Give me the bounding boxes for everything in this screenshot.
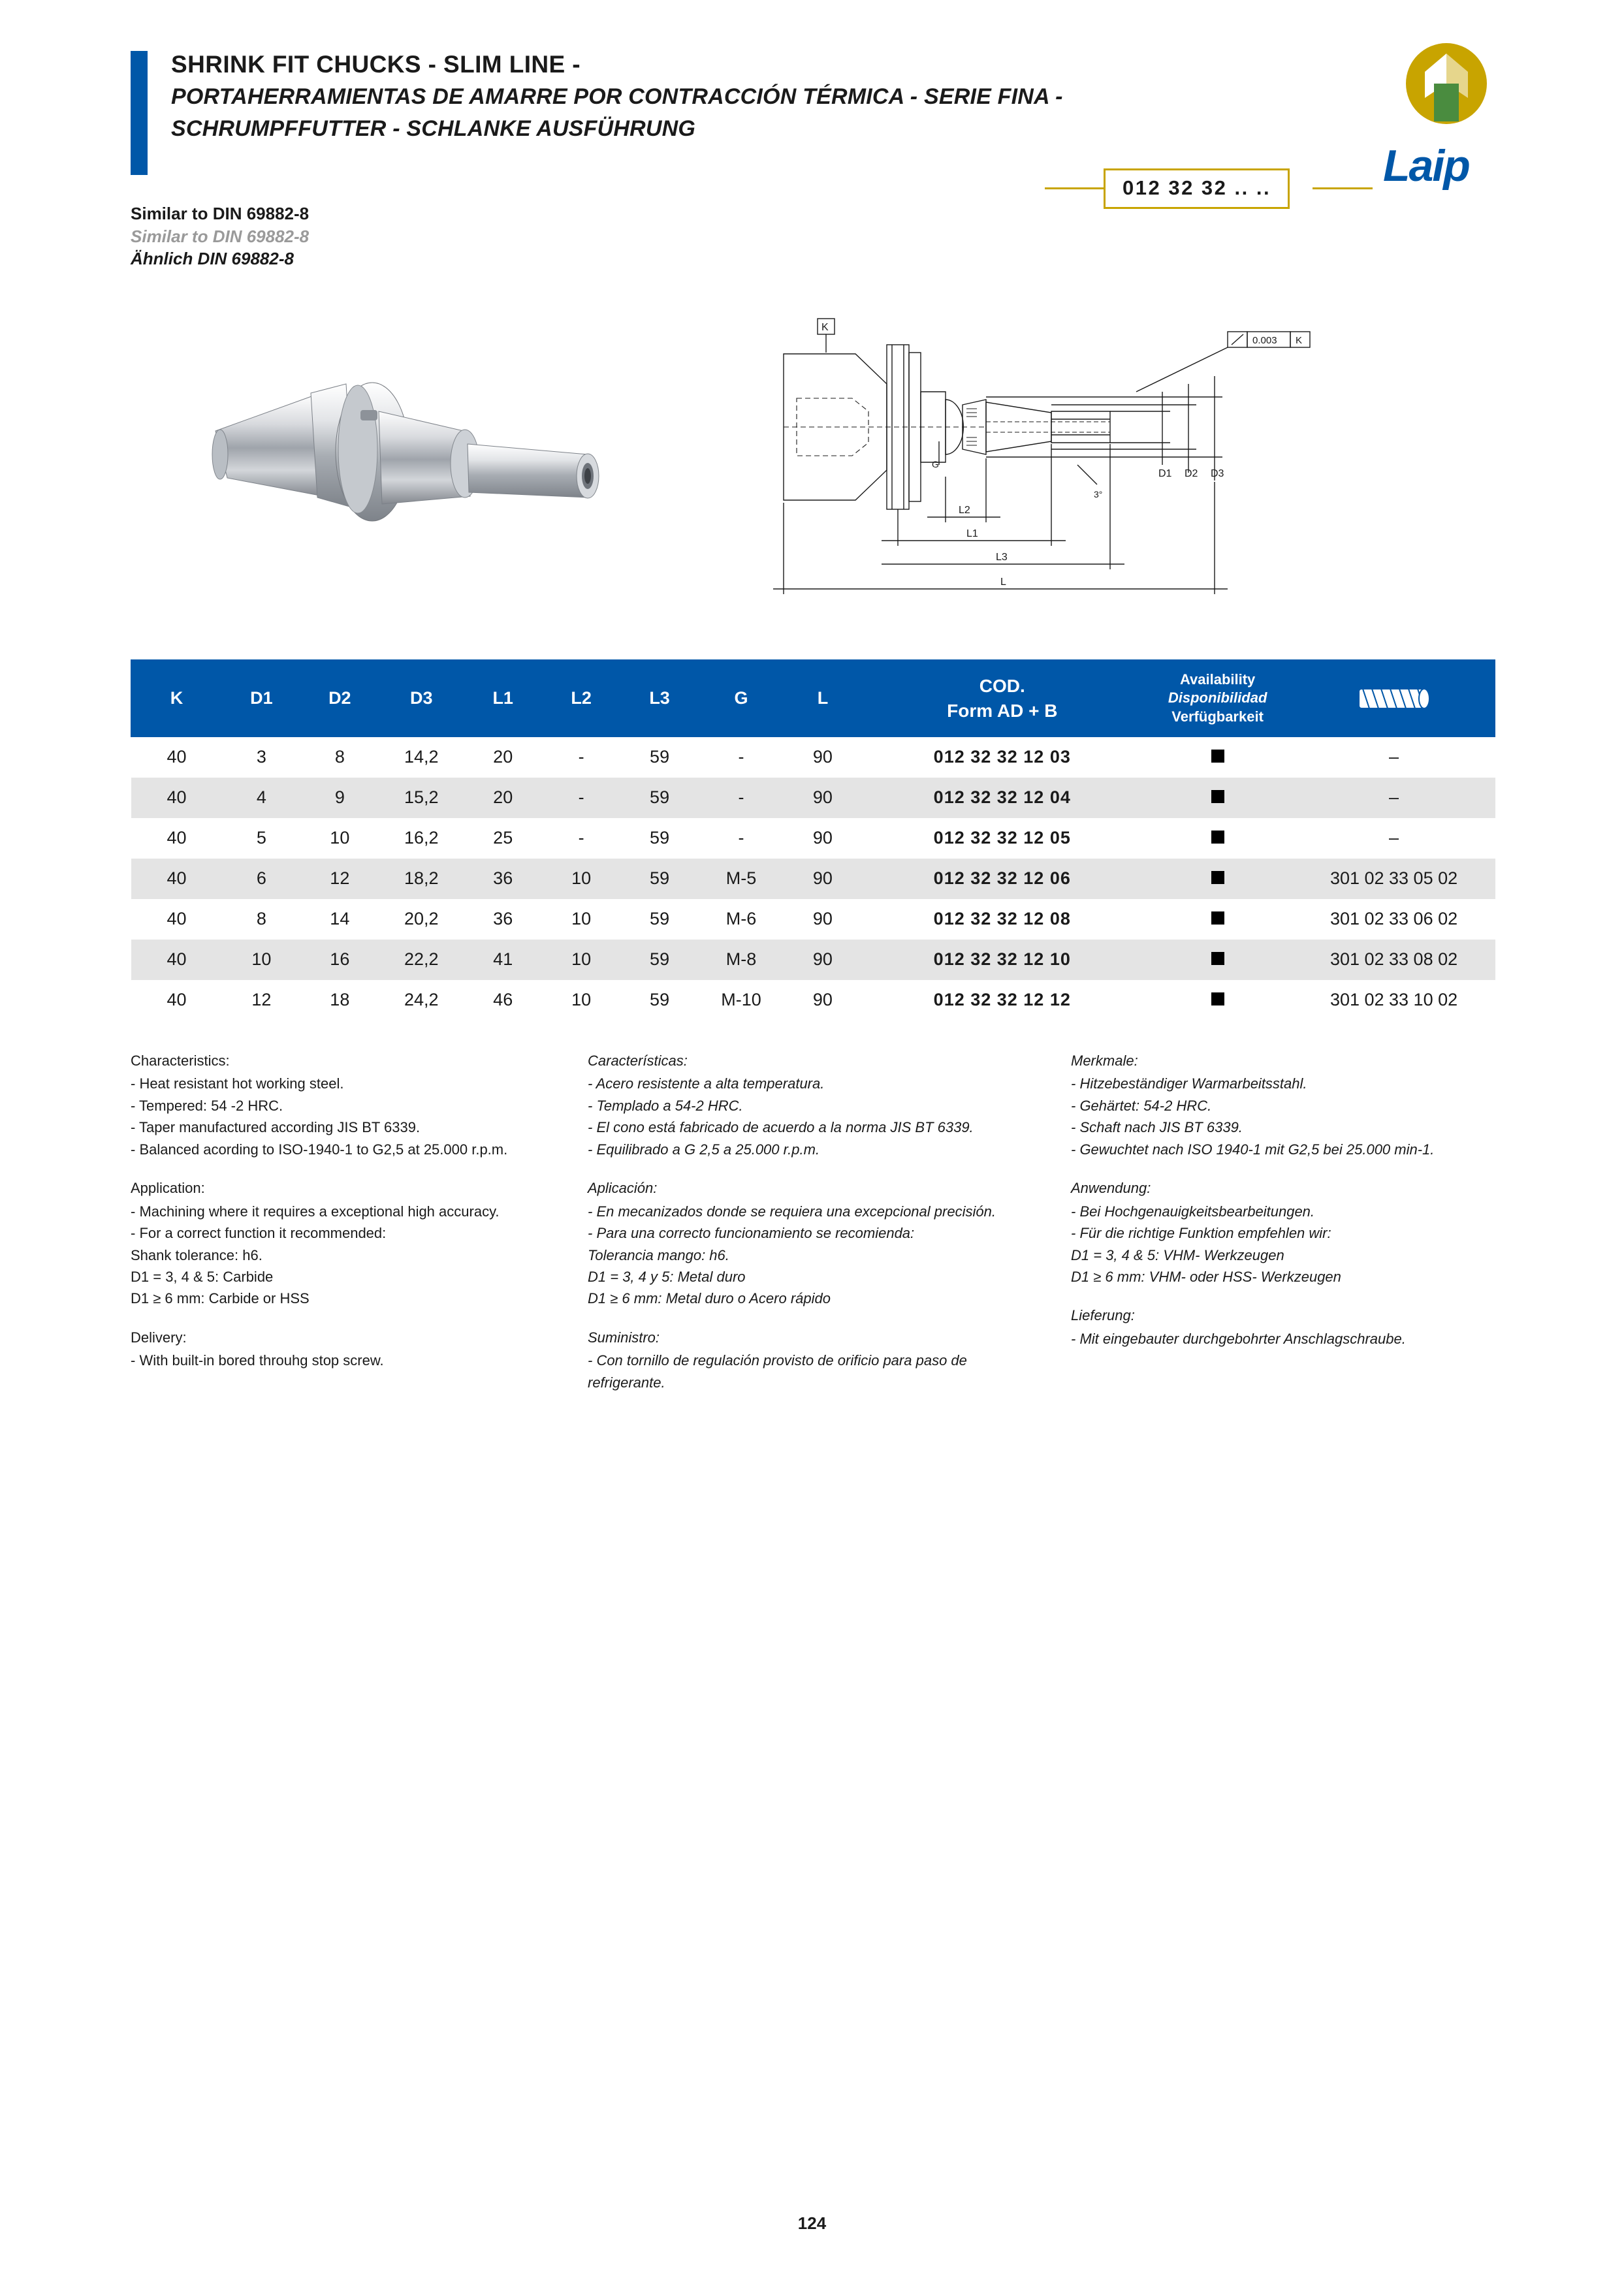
cell-l: 90	[784, 737, 862, 778]
cell-k: 40	[131, 980, 223, 1021]
th-l3: L3	[620, 660, 699, 737]
availability-marker	[1211, 750, 1224, 763]
cell-l2: 10	[542, 859, 620, 899]
cell-code[interactable]: 012 32 32 12 10	[862, 940, 1143, 980]
application-item: - Para una correcto funcionamiento se recomienda:	[588, 1225, 915, 1242]
code-rule-right	[1313, 187, 1373, 189]
application-item: D1 ≥ 6 mm: Carbide or HSS	[131, 1290, 310, 1307]
cell-availability	[1143, 980, 1293, 1021]
cell-d2: 8	[300, 737, 379, 778]
cell-d2: 14	[300, 899, 379, 940]
specification-table-wrapper	[131, 659, 1495, 1021]
application-item: D1 ≥ 6 mm: Metal duro o Acero rápido	[588, 1290, 831, 1307]
cell-l1: 20	[464, 737, 542, 778]
application-item: - For a correct function it recommended:	[131, 1225, 387, 1242]
cell-d3: 14,2	[379, 737, 464, 778]
svg-text:K: K	[821, 322, 829, 333]
cell-stop-screw: –	[1293, 737, 1495, 778]
cell-d3: 24,2	[379, 980, 464, 1021]
availability-marker	[1211, 992, 1224, 1005]
svg-text:L: L	[1000, 577, 1006, 588]
cell-d2: 18	[300, 980, 379, 1021]
cell-g: M-10	[699, 980, 784, 1021]
characteristics-item: - Schaft nach JIS BT 6339.	[1071, 1119, 1243, 1136]
table-row[interactable]	[131, 778, 1495, 818]
cell-l1: 20	[464, 778, 542, 818]
cell-d3: 20,2	[379, 899, 464, 940]
cell-d1: 8	[222, 899, 300, 940]
application-item: Shank tolerance: h6.	[131, 1246, 263, 1263]
svg-text:0.003: 0.003	[1252, 335, 1277, 346]
cell-l2: 10	[542, 980, 620, 1021]
page-title-es: PORTAHERRAMIENTAS DE AMARRE POR CONTRACCIÓN TÉRMICA - SERIE FINA -	[171, 84, 1063, 109]
cell-g: -	[699, 818, 784, 859]
table-row[interactable]	[131, 737, 1495, 778]
svg-text:G: G	[932, 459, 939, 469]
cell-l3: 59	[620, 980, 699, 1021]
din-reference-de: Ähnlich DIN 69882-8	[131, 249, 294, 269]
page-number: 124	[797, 2213, 827, 2233]
th-k: K	[131, 660, 223, 737]
svg-text:L2: L2	[959, 505, 970, 516]
application-item: D1 = 3, 4 & 5: Carbide	[131, 1268, 274, 1285]
characteristics-item: - Balanced acording to ISO-1940-1 to G2,5 at 25.000 r.p.m.	[131, 1141, 508, 1158]
cell-code[interactable]: 012 32 32 12 06	[862, 859, 1143, 899]
characteristics-title-es: Características:	[588, 1053, 688, 1069]
set-screw-icon	[1355, 681, 1433, 716]
th-availability-en: Availability	[1179, 671, 1256, 688]
cell-d1: 6	[222, 859, 300, 899]
table-row[interactable]	[131, 818, 1495, 859]
cell-l1: 36	[464, 899, 542, 940]
cell-d2: 10	[300, 818, 379, 859]
cell-code[interactable]: 012 32 32 12 04	[862, 778, 1143, 818]
characteristics-item: - Templado a 54-2 HRC.	[588, 1097, 743, 1114]
cell-d1: 4	[222, 778, 300, 818]
availability-marker	[1211, 790, 1224, 803]
cell-availability	[1143, 899, 1293, 940]
cell-l: 90	[784, 778, 862, 818]
cell-stop-screw: –	[1293, 778, 1495, 818]
table-row[interactable]	[131, 899, 1495, 940]
application-title-de: Anwendung:	[1071, 1180, 1151, 1197]
table-body	[131, 737, 1495, 1021]
delivery-item: - With built-in bored throuhg stop screw.	[131, 1352, 384, 1369]
cell-stop-screw: 301 02 33 06 02	[1293, 899, 1495, 940]
table-row[interactable]	[131, 940, 1495, 980]
availability-marker	[1211, 952, 1224, 965]
cell-k: 40	[131, 737, 223, 778]
cell-code[interactable]: 012 32 32 12 08	[862, 899, 1143, 940]
cell-d1: 10	[222, 940, 300, 980]
cell-code[interactable]: 012 32 32 12 05	[862, 818, 1143, 859]
logo-wordmark: Laip	[1383, 141, 1469, 191]
delivery-item: refrigerante.	[588, 1374, 665, 1391]
characteristics-item: - Equilibrado a G 2,5 a 25.000 r.p.m.	[588, 1141, 820, 1158]
header-titles	[171, 51, 1216, 142]
cell-d2: 9	[300, 778, 379, 818]
svg-text:D3: D3	[1211, 468, 1224, 479]
cell-l3: 59	[620, 818, 699, 859]
cell-g: M-6	[699, 899, 784, 940]
characteristics-item: - El cono está fabricado de acuerdo a la norma JIS BT 6339.	[588, 1119, 974, 1136]
cell-l: 90	[784, 818, 862, 859]
characteristics-title-en: Characteristics:	[131, 1053, 230, 1069]
cell-d2: 12	[300, 859, 379, 899]
cell-l2: -	[542, 818, 620, 859]
cell-d3: 22,2	[379, 940, 464, 980]
header-accent-bar	[131, 51, 148, 175]
cell-d1: 12	[222, 980, 300, 1021]
page-title-en: SHRINK FIT CHUCKS - SLIM LINE -	[171, 51, 581, 78]
cell-l2: -	[542, 778, 620, 818]
din-reference-en: Similar to DIN 69882-8	[131, 204, 310, 223]
availability-marker	[1211, 871, 1224, 884]
th-l2: L2	[542, 660, 620, 737]
din-reference	[131, 202, 309, 270]
cell-d3: 15,2	[379, 778, 464, 818]
code-rule-left	[1045, 187, 1105, 189]
th-l: L	[784, 660, 862, 737]
characteristics-item: - Gehärtet: 54-2 HRC.	[1071, 1097, 1212, 1114]
cell-l1: 36	[464, 859, 542, 899]
cell-l3: 59	[620, 778, 699, 818]
cell-code[interactable]: 012 32 32 12 03	[862, 737, 1143, 778]
cell-k: 40	[131, 899, 223, 940]
cell-k: 40	[131, 778, 223, 818]
cell-stop-screw: 301 02 33 08 02	[1293, 940, 1495, 980]
description-column-de	[1071, 1050, 1515, 1350]
cell-l3: 59	[620, 859, 699, 899]
svg-text:3°: 3°	[1094, 489, 1103, 499]
din-reference-es: Similar to DIN 69882-8	[131, 226, 310, 246]
table-row[interactable]	[131, 859, 1495, 899]
table-header-row	[131, 660, 1495, 737]
characteristics-item: - Gewuchtet nach ISO 1940-1 mit G2,5 bei 25.000 min-1.	[1071, 1141, 1435, 1158]
th-availability-de: Verfügbarkeit	[1171, 708, 1264, 725]
cell-g: M-8	[699, 940, 784, 980]
product-code-badge: 012 32 32 .. ..	[1104, 168, 1290, 209]
cell-g: -	[699, 737, 784, 778]
cell-l: 90	[784, 899, 862, 940]
application-item: D1 ≥ 6 mm: VHM- oder HSS- Werkzeugen	[1071, 1268, 1341, 1285]
application-item: D1 = 3, 4 y 5: Metal duro	[588, 1268, 746, 1285]
cell-k: 40	[131, 940, 223, 980]
technical-drawing	[771, 313, 1424, 640]
availability-marker	[1211, 831, 1224, 844]
th-d3: D3	[379, 660, 464, 737]
th-d1: D1	[222, 660, 300, 737]
th-stop-screw	[1293, 660, 1495, 737]
th-code-line2: Form AD + B	[947, 700, 1058, 721]
cell-d2: 16	[300, 940, 379, 980]
characteristics-title-de: Merkmale:	[1071, 1053, 1138, 1069]
cell-d1: 5	[222, 818, 300, 859]
svg-text:K: K	[1296, 335, 1303, 346]
delivery-item: - Mit eingebauter durchgebohrter Anschlagschraube.	[1071, 1330, 1406, 1347]
cell-d1: 3	[222, 737, 300, 778]
application-item: D1 = 3, 4 & 5: VHM- Werkzeugen	[1071, 1246, 1284, 1263]
th-d2: D2	[300, 660, 379, 737]
cell-d3: 18,2	[379, 859, 464, 899]
application-item: - Machining where it requires a exceptional high accuracy.	[131, 1203, 500, 1220]
cell-l1: 25	[464, 818, 542, 859]
product-photo	[183, 333, 653, 594]
cell-availability	[1143, 940, 1293, 980]
application-item: Tolerancia mango: h6.	[588, 1246, 729, 1263]
th-availability	[1143, 660, 1293, 737]
cell-l2: 10	[542, 899, 620, 940]
characteristics-item: - Heat resistant hot working steel.	[131, 1075, 344, 1092]
delivery-title-es: Suministro:	[588, 1329, 660, 1346]
cell-l2: -	[542, 737, 620, 778]
cell-l: 90	[784, 859, 862, 899]
cell-g: M-5	[699, 859, 784, 899]
characteristics-item: - Tempered: 54 -2 HRC.	[131, 1097, 283, 1114]
svg-text:D2: D2	[1185, 468, 1198, 479]
cell-l1: 41	[464, 940, 542, 980]
application-title-es: Aplicación:	[588, 1180, 658, 1197]
cell-k: 40	[131, 818, 223, 859]
cell-l3: 59	[620, 940, 699, 980]
delivery-title-de: Lieferung:	[1071, 1307, 1135, 1324]
application-item: - Bei Hochgenauigkeitsbearbeitungen.	[1071, 1203, 1315, 1220]
description-column-en	[131, 1050, 562, 1372]
cell-l: 90	[784, 940, 862, 980]
cell-availability	[1143, 737, 1293, 778]
description-column-es	[588, 1050, 1032, 1393]
application-item: - Für die richtige Funktion empfehlen wir:	[1071, 1225, 1331, 1242]
cell-l1: 46	[464, 980, 542, 1021]
cell-availability	[1143, 818, 1293, 859]
cell-availability	[1143, 778, 1293, 818]
cell-code[interactable]: 012 32 32 12 12	[862, 980, 1143, 1021]
th-availability-es: Disponibilidad	[1168, 689, 1267, 706]
specification-table	[131, 659, 1495, 1021]
svg-text:D1: D1	[1158, 468, 1172, 479]
cell-g: -	[699, 778, 784, 818]
th-code-line1: COD.	[979, 675, 1025, 696]
characteristics-item: - Acero resistente a alta temperatura.	[588, 1075, 825, 1092]
cell-l: 90	[784, 980, 862, 1021]
characteristics-item: - Taper manufactured according JIS BT 6339.	[131, 1119, 421, 1136]
svg-text:L3: L3	[996, 552, 1008, 563]
page-title-de: SCHRUMPFFUTTER - SCHLANKE AUSFÜHRUNG	[171, 116, 696, 141]
cell-stop-screw: –	[1293, 818, 1495, 859]
cell-stop-screw: 301 02 33 05 02	[1293, 859, 1495, 899]
cell-stop-screw: 301 02 33 10 02	[1293, 980, 1495, 1021]
th-g: G	[699, 660, 784, 737]
delivery-title-en: Delivery:	[131, 1329, 187, 1346]
cell-availability	[1143, 859, 1293, 899]
characteristics-item: - Hitzebeständiger Warmarbeitsstahl.	[1071, 1075, 1307, 1092]
th-code	[862, 660, 1143, 737]
th-l1: L1	[464, 660, 542, 737]
cell-d3: 16,2	[379, 818, 464, 859]
cell-l3: 59	[620, 899, 699, 940]
application-item: - En mecanizados donde se requiera una excepcional precisión.	[588, 1203, 996, 1220]
cell-k: 40	[131, 859, 223, 899]
cell-l2: 10	[542, 940, 620, 980]
application-title-en: Application:	[131, 1180, 205, 1197]
delivery-item: - Con tornillo de regulación provisto de orificio para paso de	[588, 1352, 967, 1369]
cell-l3: 59	[620, 737, 699, 778]
table-row[interactable]	[131, 980, 1495, 1021]
availability-marker	[1211, 911, 1224, 925]
svg-text:L1: L1	[966, 528, 978, 539]
